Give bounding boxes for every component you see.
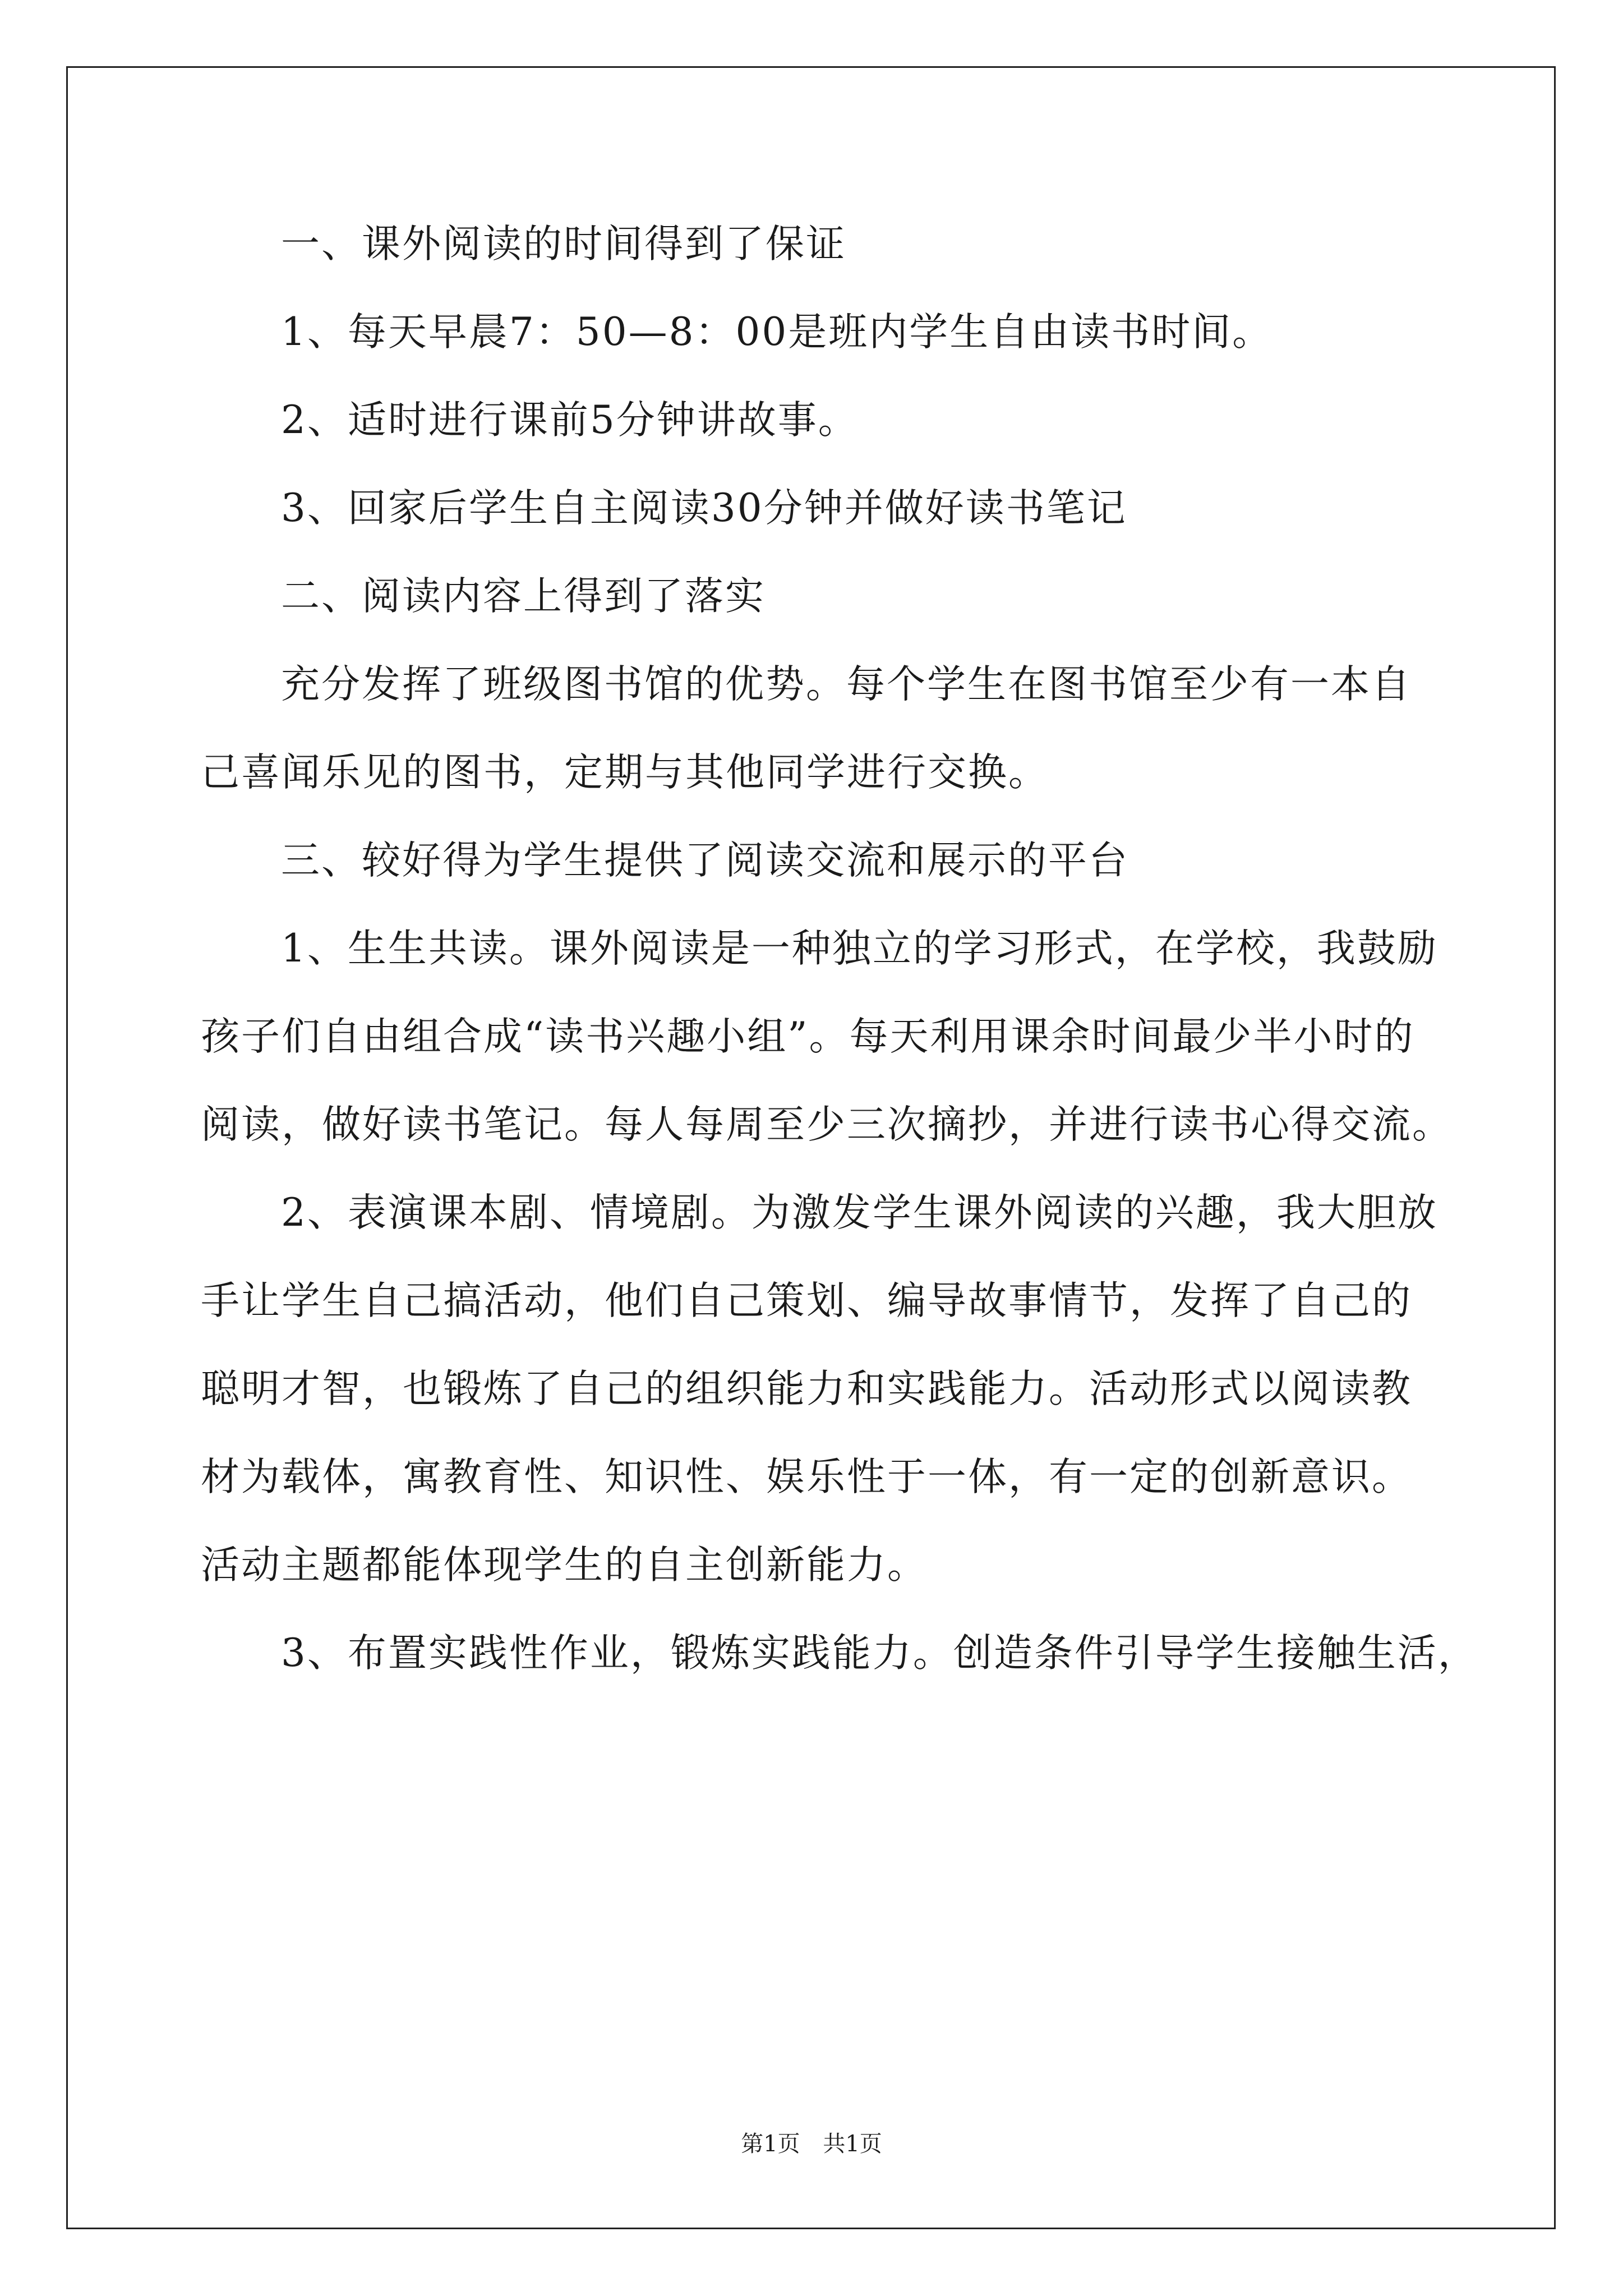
paragraph-line: 1、每天早晨7：50—8：00是班内学生自由读书时间。 <box>281 310 1273 355</box>
page-border <box>66 66 1556 2229</box>
heading-3: 三、较好得为学生提供了阅读交流和展示的平台 <box>281 838 1129 883</box>
paragraph-line: 手让学生自己搞活动，他们自己策划、编导故事情节，发挥了自己的 <box>201 1278 1412 1323</box>
page-number: 第1页 <box>741 2131 800 2157</box>
page-total: 共1页 <box>823 2131 882 2157</box>
paragraph-line: 充分发挥了班级图书馆的优势。每个学生在图书馆至少有一本自 <box>281 662 1412 707</box>
paragraph-line: 2、表演课本剧、情境剧。为激发学生课外阅读的兴趣，我大胆放 <box>281 1190 1438 1235</box>
paragraph-line: 聪明才智，也锻炼了自己的组织能力和实践能力。活动形式以阅读教 <box>201 1366 1412 1411</box>
paragraph-line: 活动主题都能体现学生的自主创新能力。 <box>201 1543 928 1588</box>
paragraph-line: 阅读，做好读书笔记。每人每周至少三次摘抄，并进行读书心得交流。 <box>201 1102 1453 1147</box>
paragraph-line: 材为载体，寓教育性、知识性、娱乐性于一体，有一定的创新意识。 <box>201 1455 1412 1499</box>
paragraph-line: 孩子们自由组合成“读书兴趣小组”。每天利用课余时间最少半小时的 <box>201 1014 1415 1059</box>
paragraph-line: 2、适时进行课前5分钟讲故事。 <box>281 398 859 443</box>
paragraph-line: 3、布置实践性作业，锻炼实践能力。创造条件引导学生接触生活， <box>281 1631 1478 1676</box>
page-footer <box>0 2131 1623 2157</box>
heading-2: 二、阅读内容上得到了落实 <box>281 574 766 619</box>
heading-1: 一、课外阅读的时间得到了保证 <box>281 222 846 266</box>
paragraph-line: 3、回家后学生自主阅读30分钟并做好读书笔记 <box>281 486 1127 531</box>
paragraph-line: 1、生生共读。课外阅读是一种独立的学习形式，在学校，我鼓励 <box>281 926 1438 971</box>
paragraph-line: 己喜闻乐见的图书，定期与其他同学进行交换。 <box>201 750 1049 795</box>
